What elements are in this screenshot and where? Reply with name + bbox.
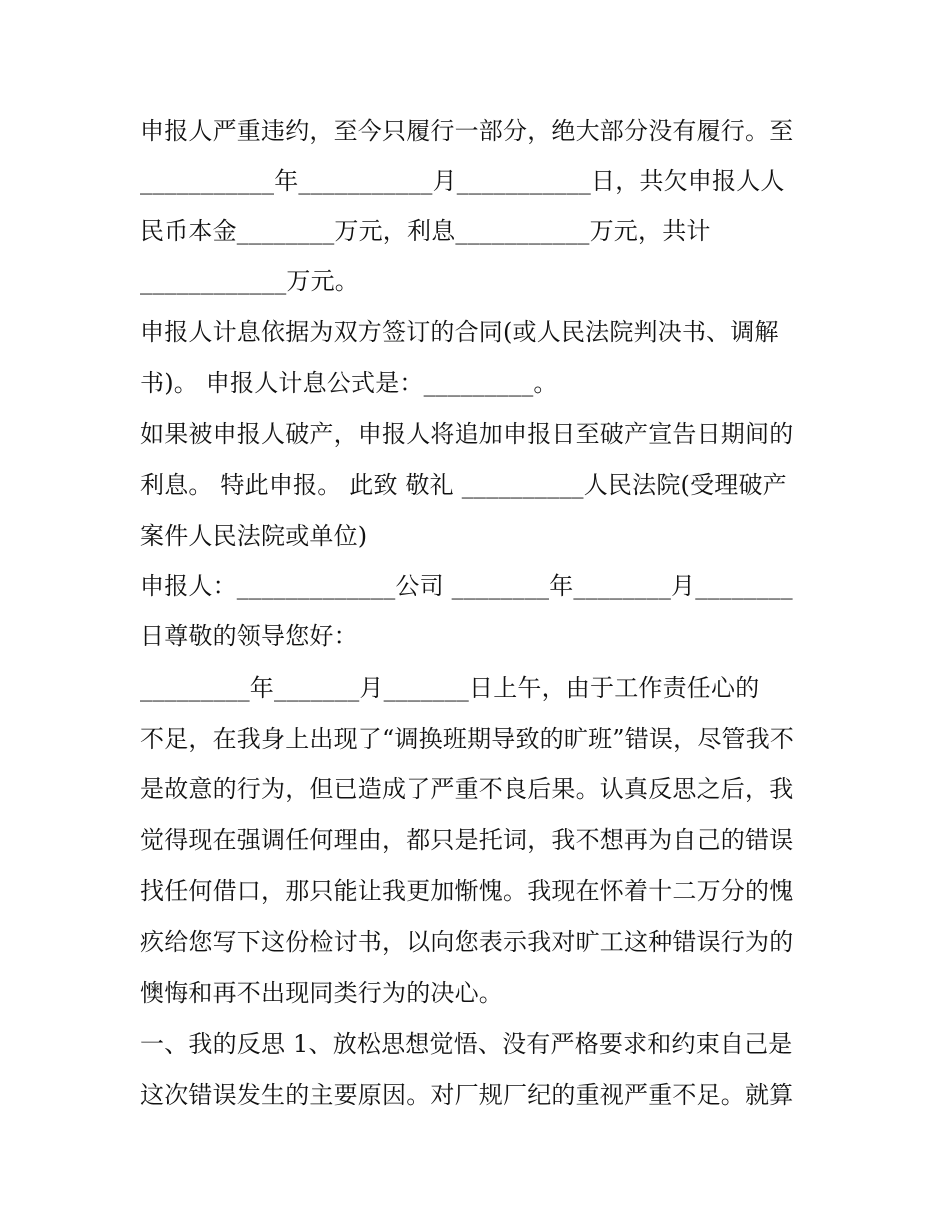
text-line: 一、我的反思 1、放松思想觉悟、没有严格要求和约束自己是 [140, 1030, 793, 1058]
text-line: 觉得现在强调任何理由，都只是托词，我不想再为自己的错误 [140, 826, 794, 854]
text-line: ____________万元。 [140, 267, 359, 295]
text-line: 懊悔和再不出现同类行为的决心。 [140, 979, 503, 1007]
text-line: 案件人民法院或单位) [140, 522, 368, 550]
text-line: 是故意的行为，但已造成了严重不良后果。认真反思之后，我 [140, 775, 794, 803]
text-line: 不足，在我身上出现了“调换班期导致的旷班”错误，尽管我不 [140, 725, 795, 753]
text-line: 疚给您写下这份检讨书，以向您表示我对旷工这种错误行为的 [140, 928, 794, 956]
text-line: 书)。 申报人计息公式是：_________。 [140, 369, 558, 397]
text-line: 这次错误发生的主要原因。对厂规厂纪的重视严重不足。就算 [140, 1081, 794, 1109]
text-line: 申报人计息依据为双方签订的合同(或人民法院判决书、调解 [140, 318, 779, 346]
text-line: 如果被申报人破产，申报人将追加申报日至破产宣告日期间的 [140, 420, 794, 448]
text-line: 民币本金________万元，利息___________万元，共计 [140, 217, 711, 245]
text-line: 找任何借口，那只能让我更加惭愧。我现在怀着十二万分的愧 [140, 877, 794, 905]
text-line: _________年_______月_______日上午，由于工作责任心的 [140, 674, 760, 702]
text-line: ___________年___________月___________日，共欠申报人人 [140, 167, 785, 195]
text-line: 利息。 特此申报。 此致 敬礼 __________人民法院(受理破产 [140, 471, 787, 499]
text-line: 日尊敬的领导您好： [140, 622, 358, 650]
text-line: 申报人：_____________公司 ________年________月________ [140, 572, 793, 600]
text-line: 申报人严重违约，至今只履行一部分，绝大部分没有履行。至 [140, 117, 794, 145]
